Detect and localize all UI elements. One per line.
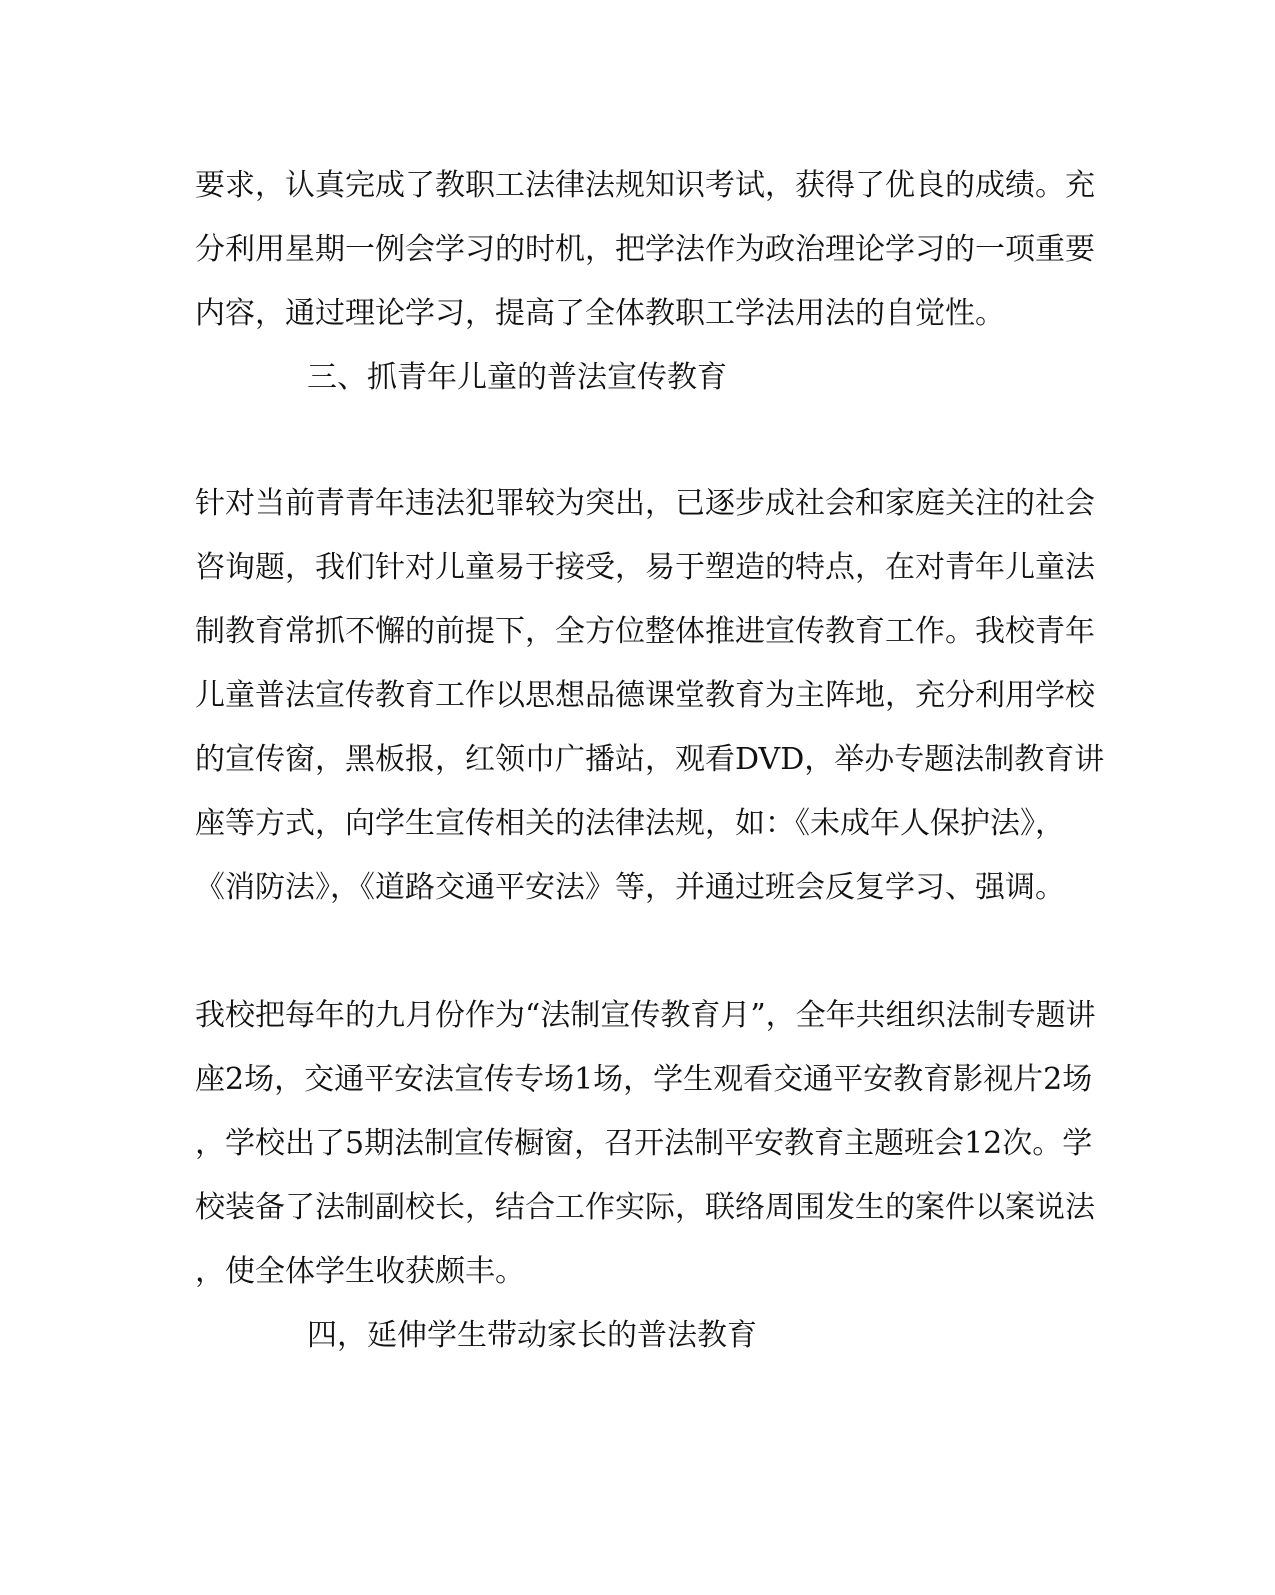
paragraph-2-line-5: 的宣传窗，黑板报，红领巾广播站，观看DVD，举办专题法制教育讲: [195, 742, 1105, 777]
paragraph-2-line-1: 针对当前青青年违法犯罪较为突出，已逐步成社会和家庭关注的社会: [195, 486, 1095, 521]
paragraph-3-line-4: 校装备了法制副校长，结合工作实际，联络周围发生的案件以案说法: [195, 1190, 1095, 1225]
paragraph-2-line-7: 《消防法》，《道路交通平安法》等，并通过班会反复学习、强调。: [195, 870, 1065, 905]
paragraph-3-line-1: 我校把每年的九月份作为“法制宣传教育月”，全年共组织法制专题讲: [195, 998, 1096, 1033]
paragraph-2-line-6: 座等方式，向学生宣传相关的法律法规，如：《未成年人保护法》，: [195, 806, 1065, 841]
paragraph-3-line-5: ，使全体学生收获颇丰。: [195, 1254, 525, 1289]
section-heading-4: 四，延伸学生带动家长的普法教育: [307, 1318, 757, 1353]
paragraph-1-line-3: 内容，通过理论学习，提高了全体教职工学法用法的自觉性。: [195, 296, 1005, 331]
paragraph-3-line-2: 座2场，交通平安法宣传专场1场，学生观看交通平安教育影视片2场: [195, 1062, 1093, 1097]
paragraph-1-line-2: 分利用星期一例会学习的时机，把学法作为政治理论学习的一项重要: [195, 232, 1095, 267]
paragraph-2-line-4: 儿童普法宣传教育工作以思想品德课堂教育为主阵地，充分利用学校: [195, 678, 1095, 713]
paragraph-1-line-1: 要求，认真完成了教职工法律法规知识考试，获得了优良的成绩。充: [195, 168, 1095, 203]
paragraph-3-line-3: ，学校出了5期法制宣传橱窗，召开法制平安教育主题班会12次。学: [195, 1126, 1093, 1161]
paragraph-2-line-2: 咨询题，我们针对儿童易于接受，易于塑造的特点，在对青年儿童法: [195, 550, 1095, 585]
section-heading-3: 三、抓青年儿童的普法宣传教育: [307, 360, 727, 395]
paragraph-2-line-3: 制教育常抓不懈的前提下，全方位整体推进宣传教育工作。我校青年: [195, 614, 1095, 649]
